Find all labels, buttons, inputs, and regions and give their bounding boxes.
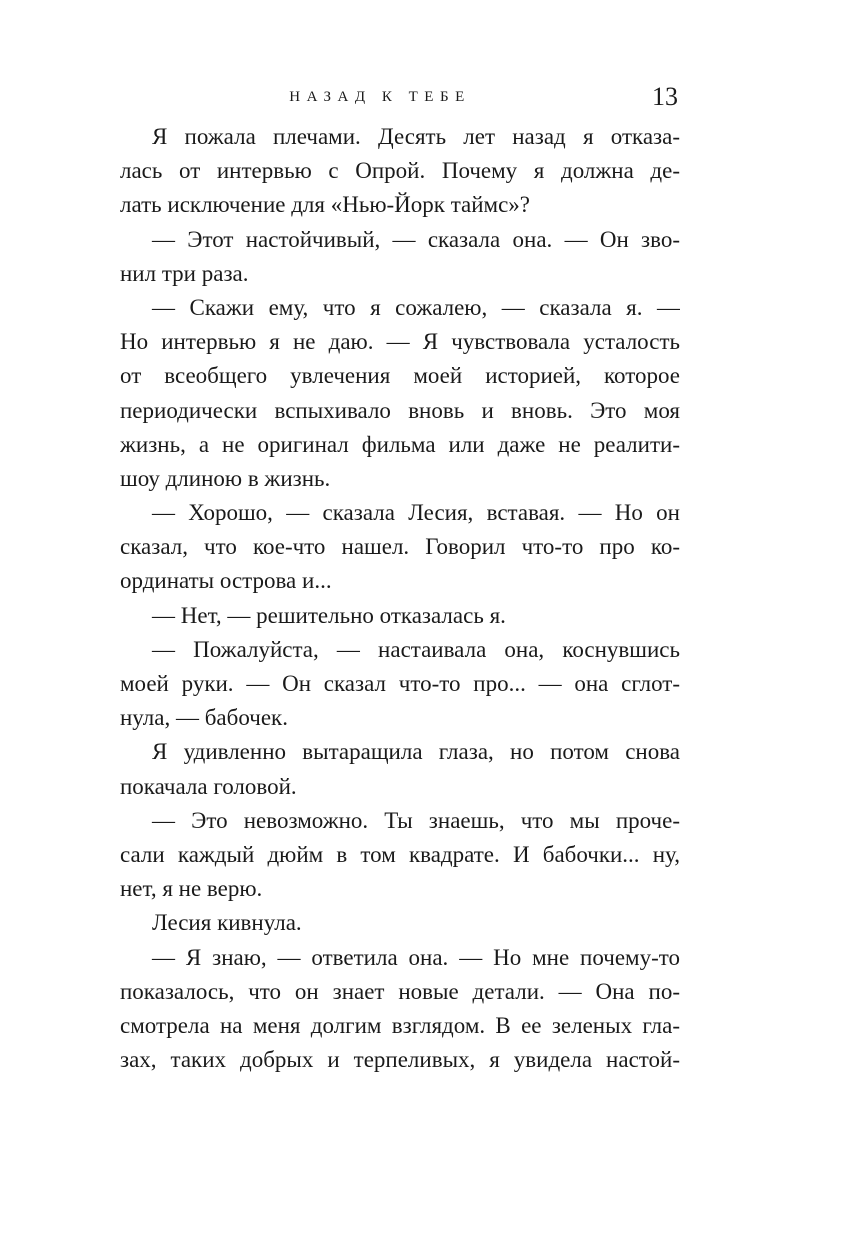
text-line: — Я знаю, — ответила она. — Но мне почему-то <box>152 944 680 970</box>
text-line: нет, я не верю. <box>120 876 263 902</box>
running-title: НАЗАД К ТЕБЕ <box>289 89 471 105</box>
text-line: сали каждый дюйм в том квадрате. И бабочки... ну, <box>120 841 680 867</box>
text-line: — Нет, — решительно отказалась я. <box>152 602 506 628</box>
text-line: моей руки. — Он сказал что-то про... — она сглот- <box>120 671 680 696</box>
text-line: нил три раза. <box>120 260 249 286</box>
page-number: 13 <box>652 82 678 111</box>
text-line: жизнь, а не оригинал фильма или даже не реалити- <box>120 431 680 457</box>
text-line: Я удивленно вытаращила глаза, но потом снова <box>152 739 680 765</box>
text-line: лась от интервью с Опрой. Почему я должна де- <box>120 158 680 184</box>
text-line: смотрела на меня долгим взглядом. В ее зеленых гла- <box>120 1012 680 1038</box>
text-line: Лесия кивнула. <box>152 910 302 936</box>
text-line: нула, — бабочек. <box>120 705 288 731</box>
text-line: периодически вспыхивало вновь и вновь. Это моя <box>120 397 680 423</box>
text-line: — Этот настойчивый, — сказала она. — Он зво- <box>152 226 680 252</box>
text-line: — Пожалуйста, — настаивала она, коснувшись <box>152 636 680 662</box>
text-line: Но интервью я не даю. — Я чувствовала усталость <box>120 329 680 355</box>
text-line: — Это невозможно. Ты знаешь, что мы проче- <box>152 807 680 833</box>
running-header <box>120 82 680 112</box>
text-line: ординаты острова и... <box>120 568 332 594</box>
body-text <box>120 120 680 1077</box>
text-line: от всеобщего увлечения моей историей, которое <box>120 363 680 389</box>
text-line: шоу длиною в жизнь. <box>120 465 331 491</box>
text-line: Я пожала плечами. Десять лет назад я отказа- <box>152 124 680 149</box>
text-line: покачала головой. <box>120 773 297 799</box>
text-line: — Скажи ему, что я сожалею, — сказала я. — <box>152 294 680 320</box>
text-line: лать исключение для «Нью-Йорк таймс»? <box>120 192 531 218</box>
text-line: — Хорошо, — сказала Лесия, вставая. — Но он <box>152 500 680 526</box>
text-line: зах, таких добрых и терпеливых, я увидела настой- <box>120 1047 680 1073</box>
text-line: показалось, что он знает новые детали. — Она по- <box>120 978 680 1004</box>
text-line: сказал, что кое-что нашел. Говорил что-то про ко- <box>120 534 680 560</box>
